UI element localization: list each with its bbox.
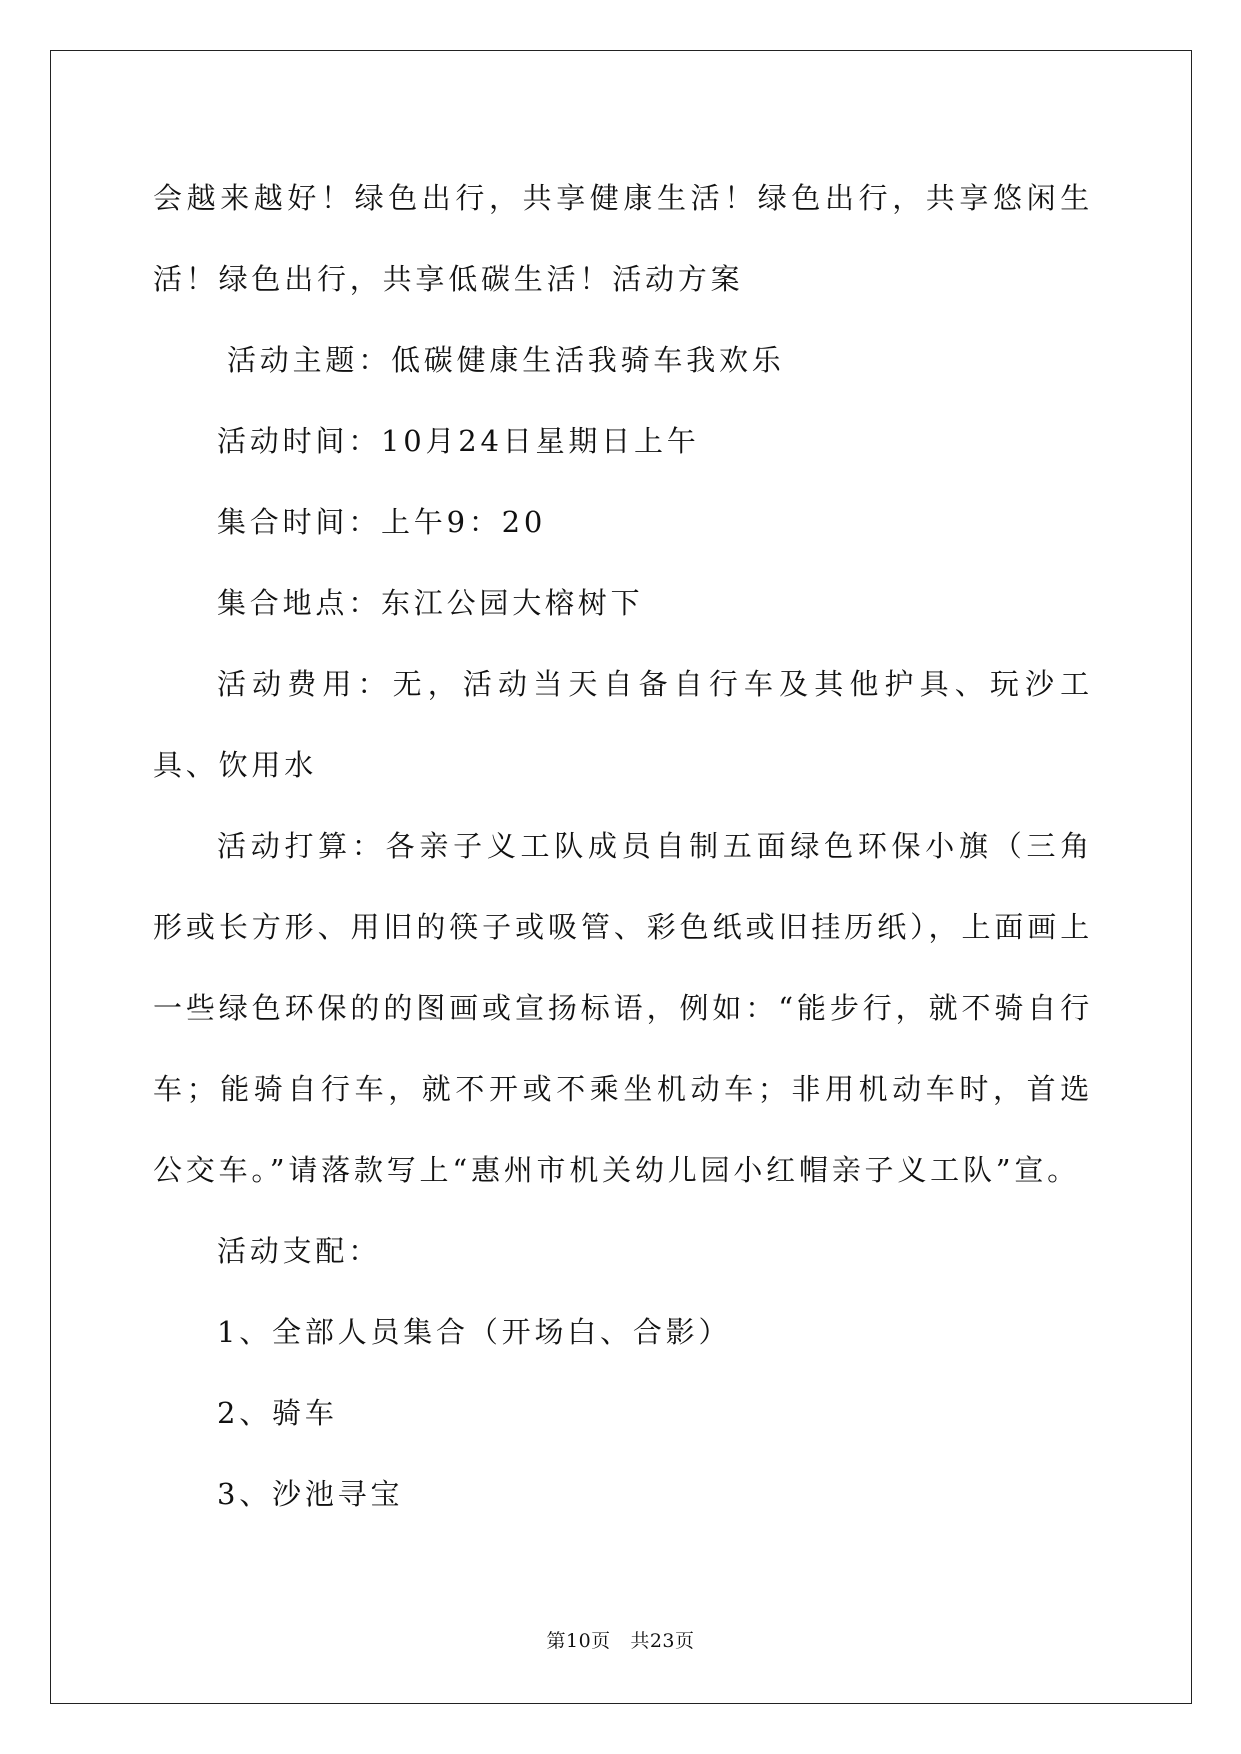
paragraph-activity-plan: 活动打算：各亲子义工队成员自制五面绿色环保小旗（三角形或长方形、用旧的筷子或吸管、彩色纸或旧挂历纸），上面画上一些绿色环保的的图画或宣扬标语，例如：“能步行，就不骑自行车；能骑自行车，就不开或不乘坐机动车；非用机动车时，首选公交车。”请落款写上“惠州市机关幼儿园小红帽亲子义工队”宣。: [153, 829, 1093, 1187]
paragraph-gathering-place: 集合地点：东江公园大榕树下: [217, 586, 644, 620]
page-label-suffix: 页: [591, 1630, 611, 1652]
paragraph-activity-time: 活动时间：10月24日星期日上午: [217, 424, 700, 458]
paragraph-activity-arrangement: 活动支配：: [217, 1234, 382, 1268]
list-item: 1、全部人员集合（开场白、合影）: [217, 1315, 732, 1349]
page-footer: [0, 1626, 1241, 1653]
paragraph-activity-cost: 活动费用：无，活动当天自备自行车及其他护具、玩沙工具、饮用水: [153, 667, 1093, 782]
page-number: 10: [565, 1630, 592, 1652]
paragraph-gathering-time: 集合时间：上午9：20: [217, 505, 547, 539]
total-pages: 23: [649, 1630, 676, 1652]
total-label-prefix: 共: [630, 1630, 650, 1652]
paragraph-intro: 会越来越好！绿色出行，共享健康生活！绿色出行，共享悠闲生活！绿色出行，共享低碳生活！活动方案: [153, 181, 1093, 296]
document-body: [153, 158, 1093, 1535]
page-label-prefix: 第: [546, 1630, 566, 1652]
total-label-suffix: 页: [675, 1630, 695, 1652]
list-item: 3、沙池寻宝: [217, 1477, 404, 1511]
list-item: 2、骑车: [217, 1396, 338, 1430]
paragraph-activity-theme: 活动主题：低碳健康生活我骑车我欢乐: [227, 343, 785, 377]
